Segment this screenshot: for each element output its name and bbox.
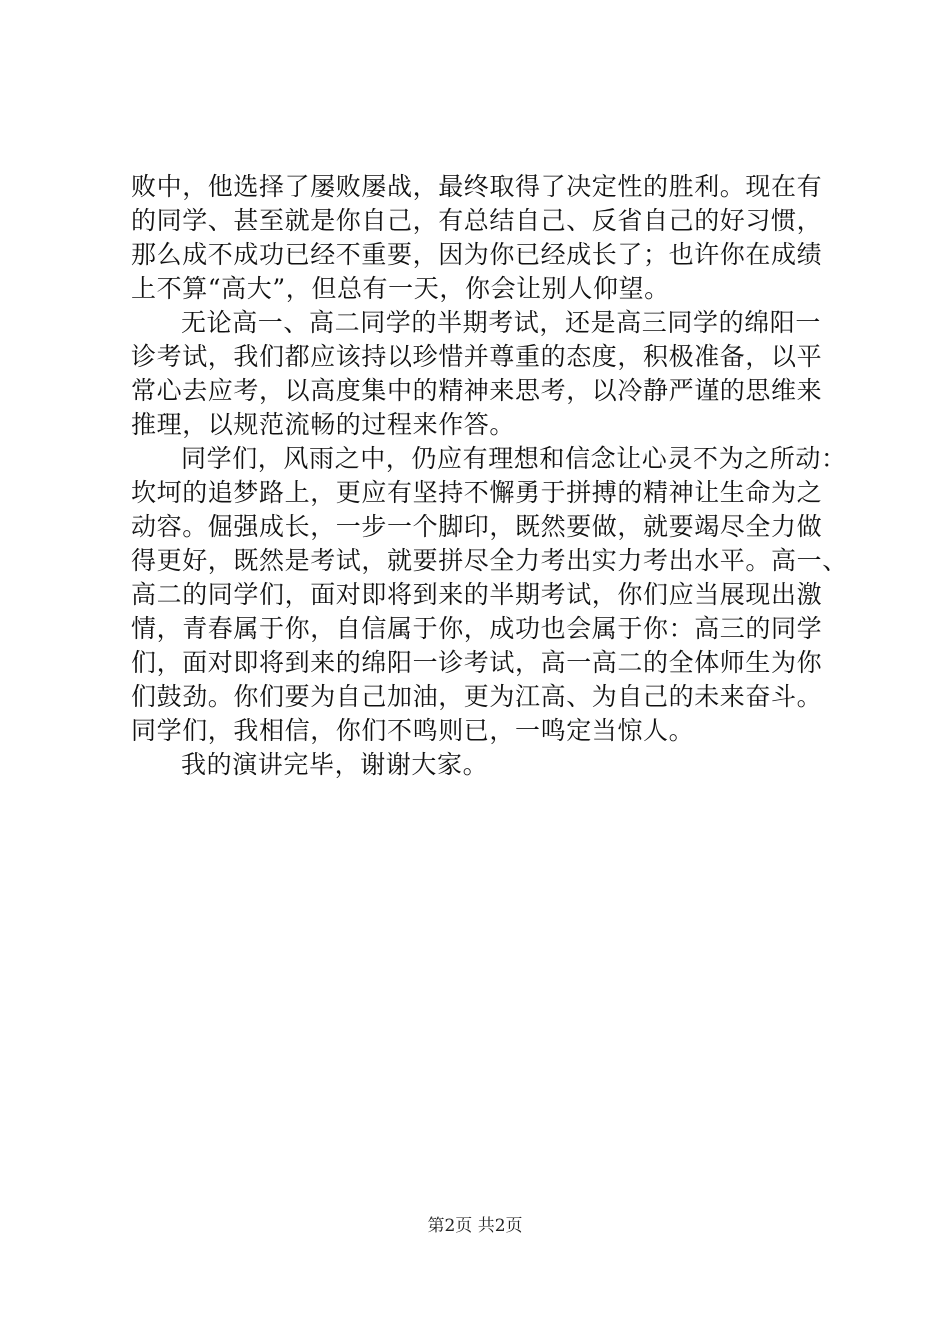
text-line: 们鼓劲。你们要为自己加油，更为江高、为自己的未来奋斗。	[131, 682, 823, 711]
text-line: 那么成不成功已经不重要，因为你已经成长了；也许你在成绩	[131, 240, 823, 269]
text-line: 常心去应考，以高度集中的精神来思考，以冷静严谨的思维来	[131, 376, 823, 405]
text-line: 得更好，既然是考试，就要拼尽全力考出实力考出水平。高一、	[131, 546, 848, 575]
page-number-label: 第2页 共2页	[427, 1216, 523, 1236]
text-line: 败中，他选择了屡败屡战，最终取得了决定性的胜利。现在有	[131, 172, 823, 201]
text-line: 们，面对即将到来的绵阳一诊考试，高一高二的全体师生为你	[131, 648, 823, 677]
document-body	[131, 170, 848, 782]
text-line: 同学们，我相信，你们不鸣则已，一鸣定当惊人。	[131, 716, 695, 745]
text-line: 的同学、甚至就是你自己，有总结自己、反省自己的好习惯，	[131, 206, 823, 235]
page-footer	[0, 1216, 950, 1236]
text-line: 高二的同学们，面对即将到来的半期考试，你们应当展现出激	[131, 580, 823, 609]
paragraph-first-line: 同学们，风雨之中，仍应有理想和信念让心灵不为之所动：	[181, 444, 847, 473]
text-line: 坎坷的追梦路上，更应有坚持不懈勇于拼搏的精神让生命为之	[131, 478, 823, 507]
text-line: 动容。倔强成长，一步一个脚印，既然要做，就要竭尽全力做	[131, 512, 823, 541]
paragraph-first-line: 无论高一、高二同学的半期考试，还是高三同学的绵阳一	[181, 308, 822, 337]
text-line: 上不算“高大”，但总有一天，你会让别人仰望。	[131, 274, 670, 303]
text-line: 推理，以规范流畅的过程来作答。	[131, 410, 516, 439]
text-line: 情，青春属于你，自信属于你，成功也会属于你：高三的同学	[131, 614, 823, 643]
paragraph-first-line: 我的演讲完毕，谢谢大家。	[181, 750, 489, 779]
text-line: 诊考试，我们都应该持以珍惜并尊重的态度，积极准备，以平	[131, 342, 823, 371]
